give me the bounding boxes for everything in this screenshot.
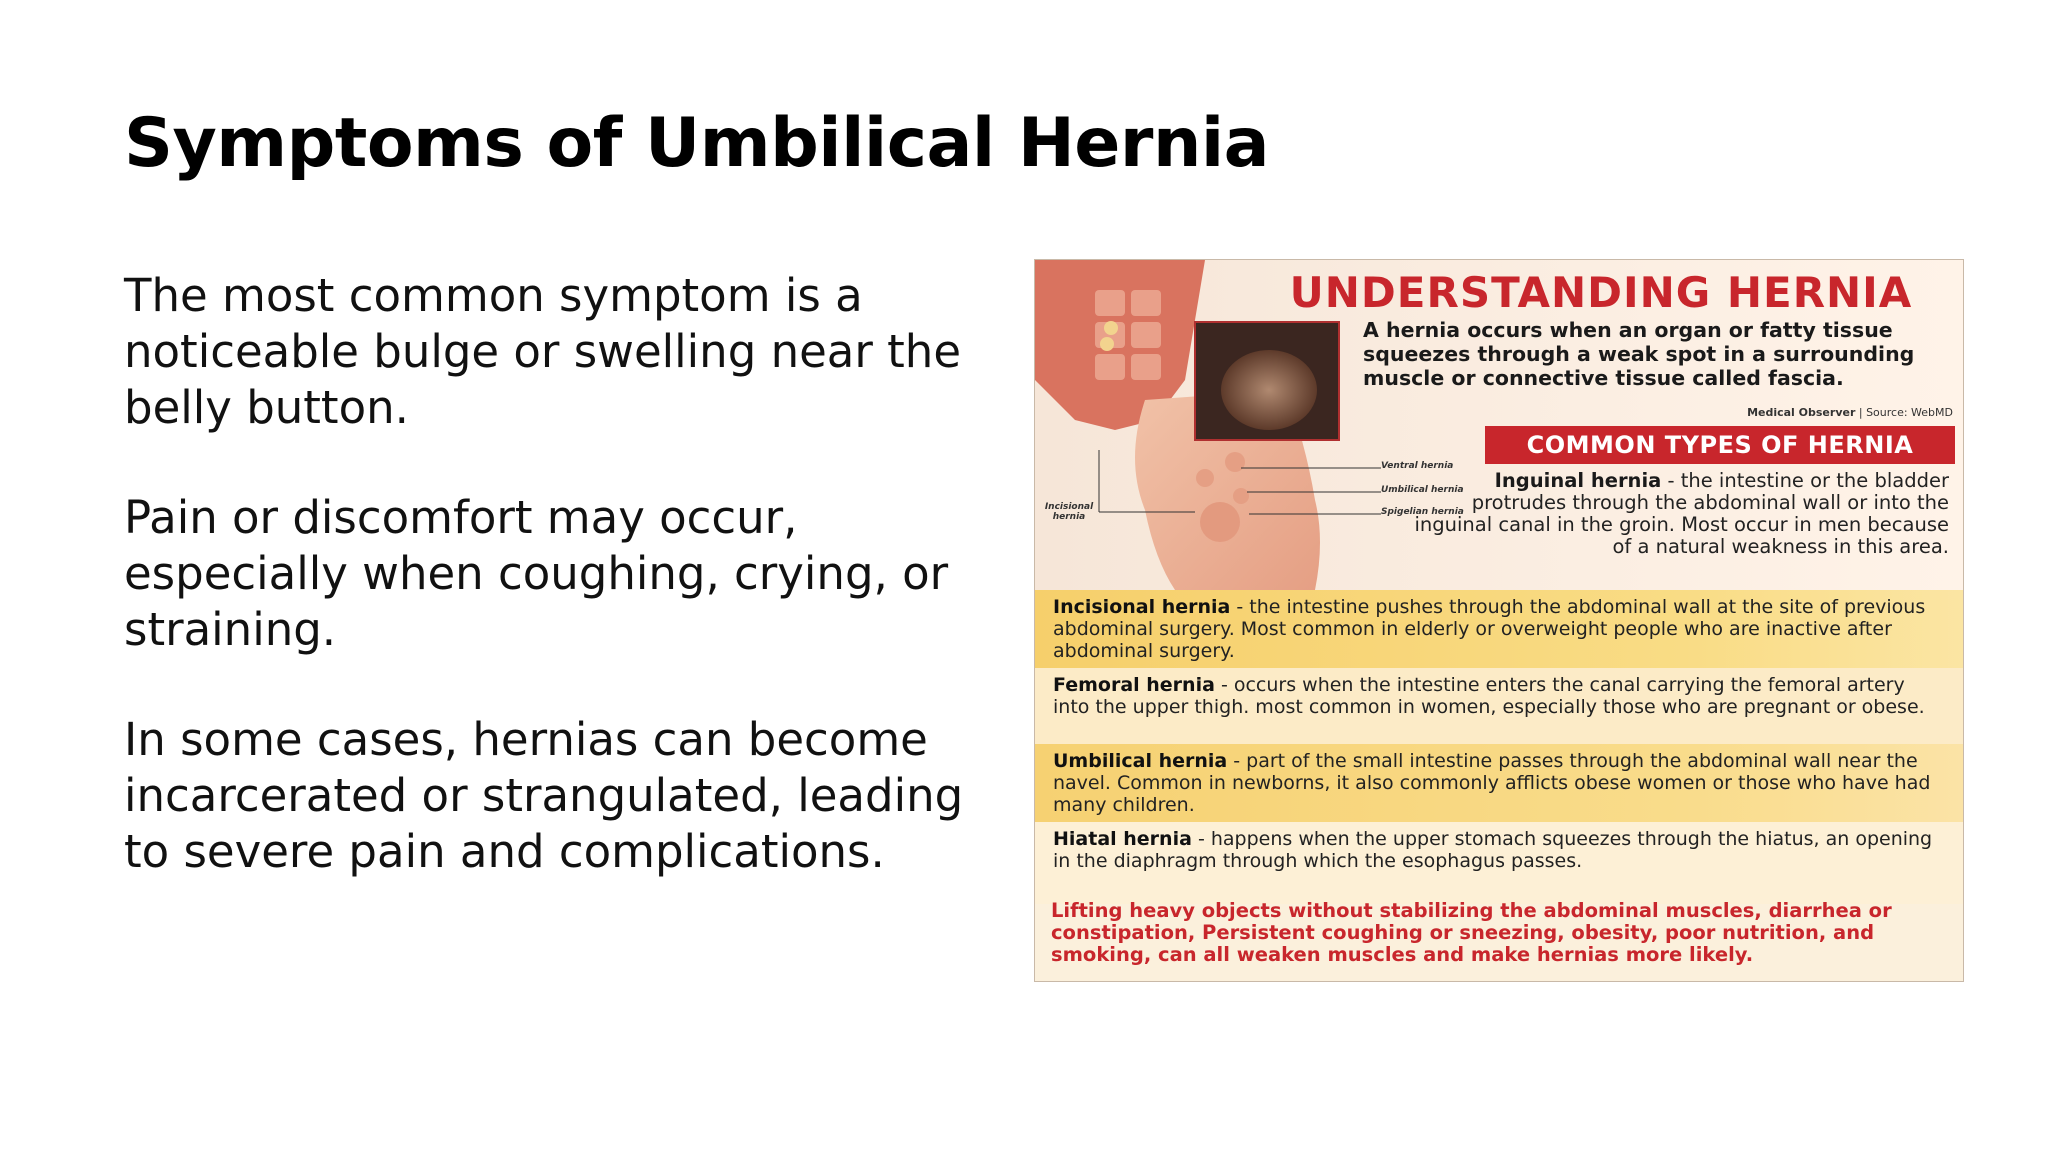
type-umbilical: Umbilical hernia - part of the small intestine passes through the abdominal wall near the navel. Common in newborns, it also commonly afflicts obese women or those who have had many children. [1035, 744, 1963, 822]
hernia-infographic [1034, 259, 1964, 982]
label-incisional-hernia: Incisional hernia [1044, 502, 1094, 522]
symptom-paragraph-complications: In some cases, hernias can become incarcerated or strangulated, leading to severe pain and complications. [124, 713, 964, 878]
label-ventral-hernia: Ventral hernia [1381, 461, 1454, 471]
type-inguinal: Inguinal hernia - the intestine or the bladder protrudes through the abdominal wall or into the inguinal canal in the groin. Most occur in men because of a natural weakness in this area. [1414, 469, 1949, 558]
risk-factors-footer: Lifting heavy objects without stabilizing the abdominal muscles, diarrhea or constipation, Persistent coughing or sneezing, obesity, poor nutrition, and smoking, can all weaken muscles and make hernias more likely. [1051, 899, 1892, 966]
type-femoral: Femoral hernia - occurs when the intestine enters the canal carrying the femoral artery into the upper thigh. most common in women, especially those who are pregnant or obese. [1035, 668, 1963, 744]
slide-body [124, 268, 1004, 934]
slide-title: Symptoms of Umbilical Hernia [124, 104, 1270, 183]
infographic-intro: A hernia occurs when an organ or fatty tissue squeezes through a weak spot in a surrounding muscle or connective tissue called fascia. [1363, 318, 1915, 390]
symptom-paragraph-bulge: The most common symptom is a noticeable bulge or swelling near the belly button. [124, 269, 962, 434]
infographic-heading: UNDERSTANDING HERNIA [1289, 268, 1913, 317]
label-spigelian-hernia: Spigelian hernia [1381, 507, 1464, 517]
label-umbilical-hernia: Umbilical hernia [1381, 485, 1464, 495]
type-hiatal: Hiatal hernia - happens when the upper stomach squeezes through the hiatus, an opening in the diaphragm through which the esophagus passes. [1035, 822, 1963, 904]
symptom-paragraph-pain: Pain or discomfort may occur, especially when coughing, crying, or straining. [124, 491, 949, 656]
common-types-banner: COMMON TYPES OF HERNIA [1485, 426, 1955, 464]
infographic-credit: Medical Observer | Source: WebMD [1747, 406, 1953, 419]
type-incisional: Incisional hernia - the intestine pushes through the abdominal wall at the site of previous abdominal surgery. Most common in elderly or overweight people who are inactive after abdominal surgery. [1035, 590, 1963, 668]
